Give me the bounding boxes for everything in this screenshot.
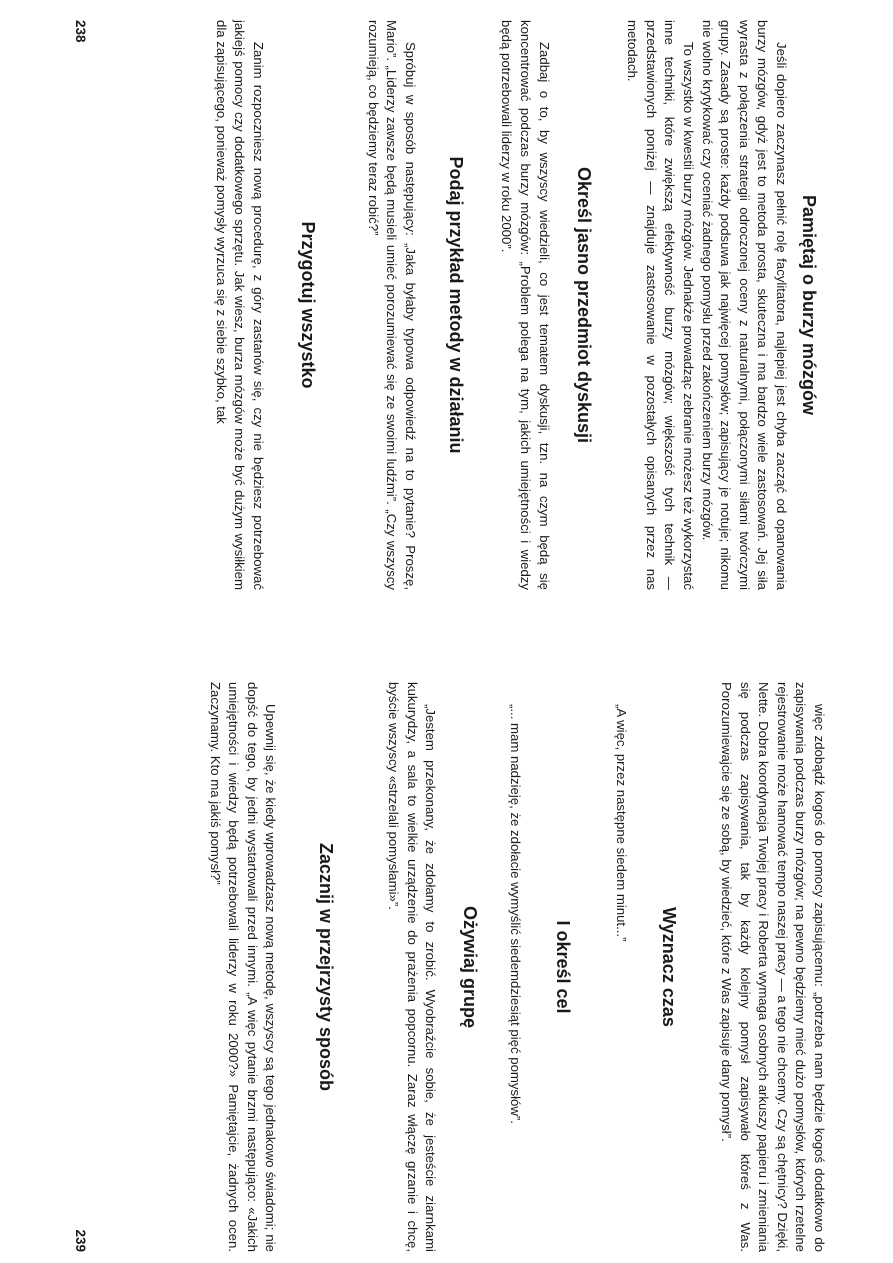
section-paragraph: Spróbuj w sposób następujący: „Jaka byłaby typowa odpowiedź na to pytanie? Proszę, Mario”. „Liderzy zawsze będą musieli umieć porozumiewać się ze swoimi ludźmi”. „Czy wszyscy rozumieją, co będziemy teraz robić?” bbox=[365, 20, 418, 590]
section-title-start: Zacznij w przejrzysty sposób bbox=[316, 842, 337, 1092]
section-title-prepare: Przygotuj wszystko bbox=[298, 221, 319, 389]
page-number: 239 bbox=[73, 1229, 88, 1252]
section-title-time: Wyznacz czas bbox=[659, 907, 680, 1027]
page-number: 238 bbox=[73, 20, 88, 43]
section-title-example: Podaj przykład metody w działaniu bbox=[445, 156, 466, 454]
page-239 bbox=[68, 682, 828, 1252]
section-paragraph: Upewnij się, że kiedy wprowadzasz nową metodę, wszyscy są tego jednakowo świadomi; nie dopść do tego, by jedni wystartowali przed innymi. „A więc pytanie brzmi następująco: «Jakich umiejętności i wiedzy będą potrzebowali liderzy w roku 2000?» Pamiętajcie, żadnych ocen. Zaczynamy. Kto ma jakiś pomysł?” bbox=[207, 682, 279, 1252]
page-238 bbox=[68, 20, 828, 590]
section-paragraph: To wszystko w kwestii burzy mózgów. Jednakże prowadząc zebranie możesz też wykorzystać inne techniki, które zwiększą efektywność burzy mózgów; większość tych technik — przedstawionych poniżej — znajduje zastosowanie w pozostałych opisanych przez nas metodach. bbox=[625, 20, 697, 590]
section-title-goal: I określ cel bbox=[552, 920, 573, 1014]
section-paragraph: „... mam nadzieję, że zdołacie wymyślić siedemdziesiąt pięć pomysłów”. bbox=[507, 704, 523, 1124]
section-paragraph: Zadbaj o to, by wszyscy wiedzieli, co jest tematem dyskusji, tzn. na czym będą się koncentrować podczas burzy mózgów: „Problem polega na tym, jakich umiejętności i wiedzy będą potrzebowali liderzy w roku 2000”. bbox=[499, 20, 552, 590]
section-paragraph: „Jestem przekonany, że zdołamy to zrobić. Wyobraźcie sobie, że jesteście ziarnkami kukurydzy, a sala to wielkie urządzenie do prażenia popcornu. Zaraz włączę grzanie i chcę, byście wszyscy «strzelali pomysłami»”. bbox=[386, 682, 439, 1252]
section-title-topic: Określ jasno przedmiot dyskusji bbox=[573, 166, 594, 444]
section-title-brainstorm: Pamiętaj o burzy mózgów bbox=[799, 194, 819, 416]
section-paragraph: „A więc, przez następne siedem minut...” bbox=[614, 704, 630, 942]
section-title-energize: Ożywiaj grupę bbox=[460, 905, 481, 1029]
continued-paragraph: więc zdobądź kogoś do pomocy zapisującemu: „potrzeba nam będzie kogoś dodatkowo do zapisywania podczas burzy mózgów; na pewno będziemy mieć dużo pomysłów, których rzetelne rejestrowanie może hamować tempo naszej pracy — a tego nie chcemy. Czy są chętnicy? Dzięki, Nette. Dobra koordynacja Twojej pracy i Roberta wymaga osobnych arkuszy papieru i zmieniania się podczas zapisywania, tak by każdy kolejny pomysł zapisywało któreś z Was. Porozumiewajcie się ze sobą, by wiedzieć, które z Was zapisuje dany pomysł”. bbox=[719, 682, 827, 1252]
section-paragraph: Jeśli dopiero zaczynasz pełnić rolę facylitatora, najlepiej jest chyba zacząć od opanowania burzy mózgów, gdyż jest to metoda prosta, skuteczna i ma bardzo wiele zastosowań. Jej siła wyrasta z połączenia strategii odroczonej oceny z naturalnymi, połączonymi siłami twórczymi grupy. Zasady są proste: każdy podsuwa jak najwięcej pomysłów; zapisujący je notuje; nikomu nie wolno krytykować czy oceniać żadnego pomysłu przed zakończeniem burzy mózgów. bbox=[699, 20, 789, 590]
section-paragraph: Zanim rozpoczniesz nową procedurę, z góry zastanów się, czy nie będziesz potrzebować jakiejś pomocy czy dodatkowego sprzętu. Jak wiesz, burza mózgów może być dużym wysiłkiem dla zapisującego, ponieważ pomysły wyrzuca się z siebie szybko, tak bbox=[213, 20, 267, 590]
